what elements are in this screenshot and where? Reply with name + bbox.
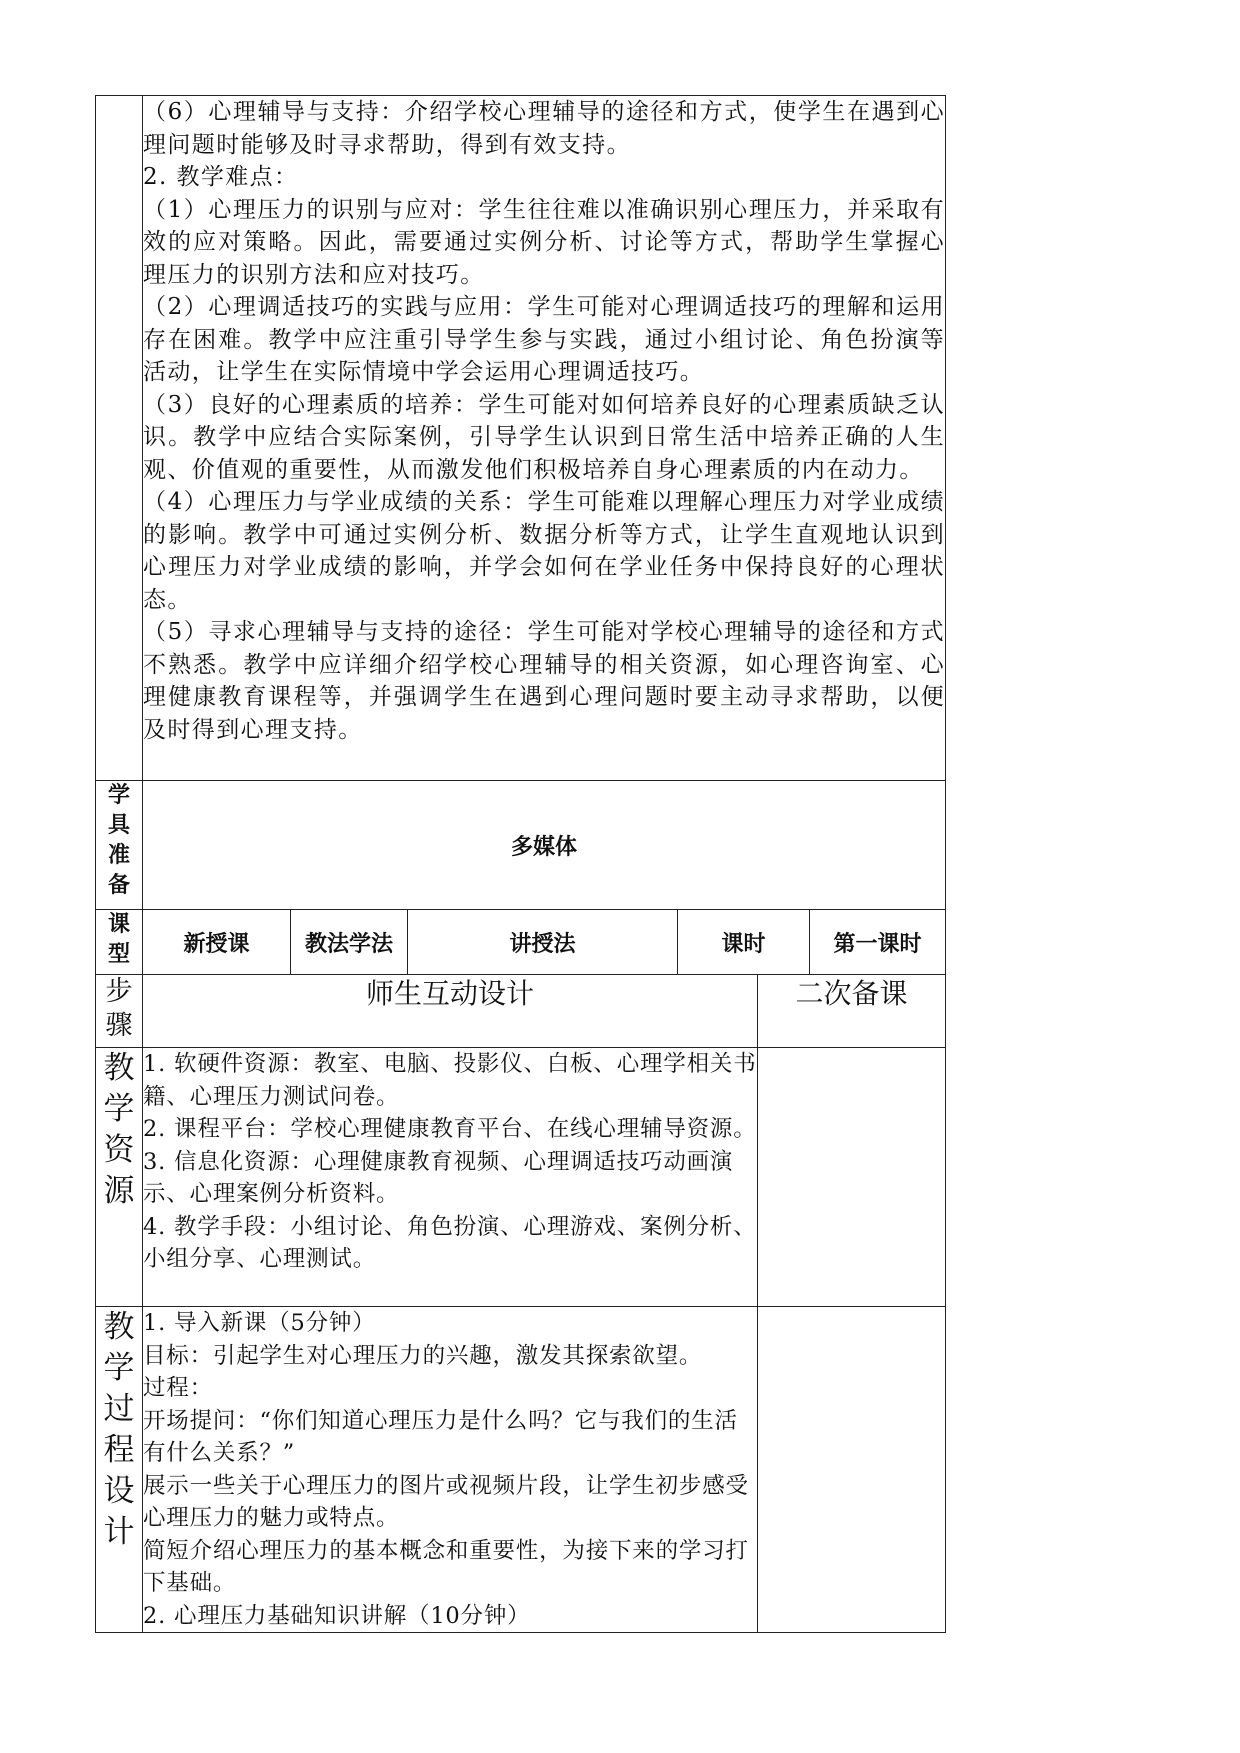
process-item: 开场提问：“你们知道心理压力是什么吗？它与我们的生活有什么关系？”	[143, 1407, 738, 1466]
difficulty-paragraph: （2）心理调适技巧的实践与应用：学生可能对心理调适技巧的理解和运用存在困难。教学中应注重引导学生参与实践，通过小组讨论、角色扮演等活动，让学生在实际情境中学会运用心理调适技巧。	[143, 294, 946, 385]
difficulty-paragraph: 2. 教学难点：	[143, 164, 299, 190]
period-label: 课时	[678, 910, 810, 975]
process-item: 2. 心理压力基础知识讲解（10分钟）	[143, 1602, 531, 1629]
lesson-type-value: 新授课	[143, 910, 291, 975]
resources-second-prep	[758, 1048, 946, 1307]
lesson-plan-table	[95, 95, 946, 1633]
difficulties-label-cell	[96, 96, 143, 781]
tools-row	[96, 781, 946, 910]
steps-header-row	[96, 975, 946, 1048]
resource-item: 4. 教学手段：小组讨论、角色扮演、心理游戏、案例分析、小组分享、心理测试。	[143, 1213, 757, 1272]
process-item: 简短介绍心理压力的基本概念和重要性，为接下来的学习打下基础。	[143, 1537, 749, 1596]
process-row	[96, 1307, 946, 1633]
process-content	[143, 1307, 758, 1633]
interaction-design-header: 师生互动设计	[143, 975, 758, 1048]
difficulty-paragraph: （4）心理压力与学业成绩的关系：学生可能难以理解心理压力对学业成绩的影响。教学中可通过实例分析、数据分析等方式，让学生直观地认识到心理压力对学业成绩的影响，并学会如何在学业任务中保持良好的心理状态。	[143, 489, 946, 613]
difficulty-paragraph: （5）寻求心理辅导与支持的途径：学生可能对学校心理辅导的途径和方式不熟悉。教学中应详细介绍学校心理辅导的相关资源，如心理咨询室、心理健康教育课程等，并强调学生在遇到心理问题时要主动寻求帮助，以便及时得到心理支持。	[143, 619, 946, 743]
resources-row	[96, 1048, 946, 1307]
period-value: 第一课时	[810, 910, 946, 975]
lesson-type-label: 课 型	[96, 910, 143, 975]
process-second-prep	[758, 1307, 946, 1633]
process-item: 目标：引起学生对心理压力的兴趣，激发其探索欲望。	[143, 1342, 703, 1369]
difficulty-paragraph: （1）心理压力的识别与应对：学生往往难以准确识别心理压力，并采取有效的应对策略。因此，需要通过实例分析、讨论等方式，帮助学生掌握心理压力的识别方法和应对技巧。	[143, 196, 946, 288]
difficulty-paragraph: （6）心理辅导与支持：介绍学校心理辅导的途径和方式，使学生在遇到心理问题时能够及时寻求帮助，得到有效支持。	[143, 99, 946, 158]
difficulty-paragraph: （3）良好的心理素质的培养：学生可能对如何培养良好的心理素质缺乏认识。教学中应结合实际案例，引导学生认识到日常生活中培养正确的人生观、价值观的重要性，从而激发他们积极培养自身心理素质的内在动力。	[143, 391, 946, 483]
difficulties-content	[143, 96, 946, 781]
resources-content	[143, 1048, 758, 1307]
resources-label: 教 学 资 源	[96, 1048, 143, 1307]
tools-value: 多媒体	[143, 781, 946, 910]
steps-label: 步 骤	[96, 975, 143, 1048]
process-item: 过程：	[143, 1375, 213, 1401]
difficulties-row	[96, 96, 946, 781]
process-label: 教 学 过 程 设 计	[96, 1307, 143, 1633]
second-prep-header: 二次备课	[758, 975, 946, 1048]
resource-item: 3. 信息化资源：心理健康教育视频、心理调适技巧动画演示、心理案例分析资料。	[143, 1148, 734, 1207]
resource-item: 2. 课程平台：学校心理健康教育平台、在线心理辅导资源。	[143, 1116, 757, 1142]
tools-label: 学 具 准 备	[96, 781, 143, 910]
resource-item: 1. 软硬件资源：教室、电脑、投影仪、白板、心理学相关书籍、心理压力测试问卷。	[143, 1051, 757, 1110]
process-item: 1. 导入新课（5分钟）	[143, 1310, 376, 1336]
method-value: 讲授法	[408, 910, 678, 975]
lesson-type-row	[96, 910, 946, 975]
process-item: 展示一些关于心理压力的图片或视频片段，让学生初步感受心理压力的魅力或特点。	[143, 1472, 749, 1531]
method-label: 教法学法	[291, 910, 408, 975]
